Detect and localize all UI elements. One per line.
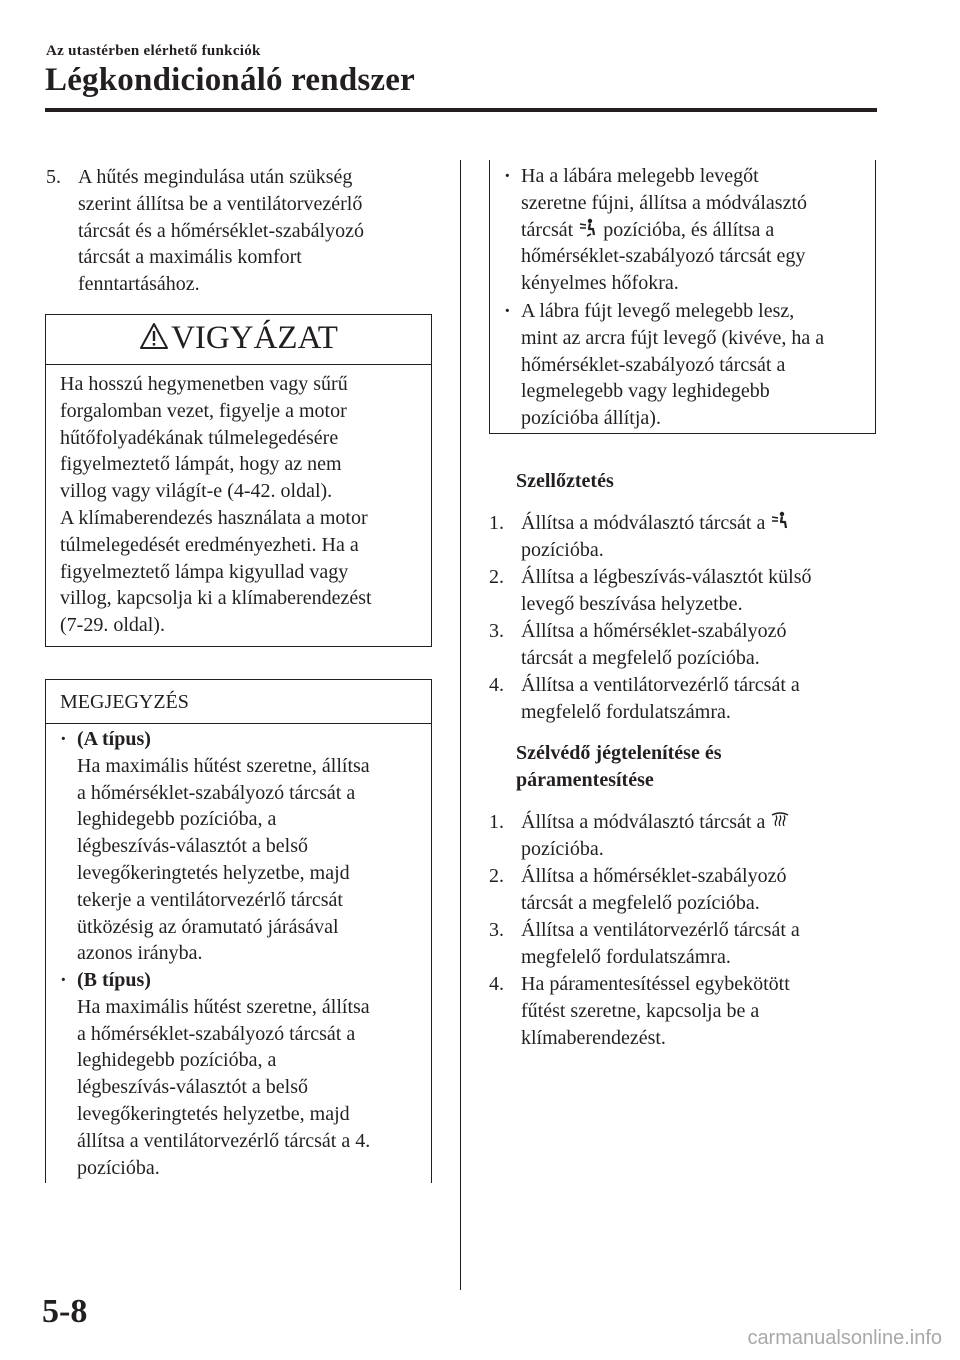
text-line: Állítsa a ventilátorvezérlő tárcsát a: [521, 674, 800, 696]
bullet-dot: ·: [60, 969, 67, 991]
bullet-dot: ·: [60, 728, 67, 750]
warning-triangle-icon: [139, 322, 169, 350]
text-line: pozícióba.: [521, 538, 604, 561]
windshield-defrost-icon: [770, 810, 790, 830]
text-line: tárcsát a maximális komfort: [78, 246, 302, 269]
text-line: kényelmes hőfokra.: [521, 272, 679, 295]
note-bullet-text: [521, 163, 807, 297]
text-line: [521, 510, 790, 537]
text-line: Szélvédő jégtelenítése és: [516, 742, 722, 764]
text-line: hőmérséklet-szabályozó tárcsát egy: [521, 245, 806, 268]
text-line: azonos irányba.: [77, 942, 203, 965]
text-line: pozícióba állítja).: [521, 407, 661, 430]
text-line: légbeszívás-választót a belső: [77, 835, 309, 858]
text-line: figyelmeztető lámpa kigyullad vagy: [60, 560, 349, 583]
text-line: (7-29. oldal).: [60, 614, 165, 637]
warning-title: VIGYÁZAT: [171, 320, 338, 356]
step-number: 1.: [489, 512, 504, 534]
text-line: szerint állítsa be a ventilátorvezérlő: [78, 192, 363, 215]
note-bullet-text: [77, 726, 370, 967]
step-number: 2.: [489, 566, 504, 588]
text-line: hűtőfolyadékának túlmelegedésére: [60, 426, 339, 449]
text-line: fenntartásához.: [78, 273, 200, 296]
text-line: állítsa a ventilátorvezérlő tárcsát a 4.: [77, 1129, 371, 1152]
text-line: Ha páramentesítéssel egybekötött: [521, 973, 790, 995]
ventilation-title: Szellőztetés: [516, 470, 614, 492]
text-line: fűtést szeretne, kapcsolja be a: [521, 999, 760, 1022]
text-line: pozícióba.: [521, 837, 604, 860]
face-vent-mode-icon: [770, 511, 790, 531]
warning-header: [46, 315, 431, 365]
page-title: Légkondicionáló rendszer: [45, 62, 415, 98]
text-line: szeretne fújni, állítsa a módválasztó: [521, 191, 808, 214]
text-line: páramentesítése: [516, 768, 654, 791]
watermark: carmanualsonline.info: [747, 1327, 942, 1349]
text-line: túlmelegedését eredményezheti. Ha a: [60, 533, 359, 556]
note-bullet-text: [77, 967, 370, 1181]
text-line: levegő beszívása helyzetbe.: [521, 592, 743, 615]
step-number: 2.: [489, 865, 504, 887]
step-number: 4.: [489, 973, 504, 995]
step-number: 1.: [489, 811, 504, 833]
note-bullet-text: [521, 298, 824, 432]
text-line: Ha hosszú hegymenetben vagy sűrű: [60, 373, 348, 395]
text-line: ütközésig az óramutató járásával: [77, 915, 339, 938]
text-line: Ha maximális hűtést szeretne, állítsa: [77, 995, 370, 1018]
text-line: levegőkeringtetés helyzetbe, majd: [77, 861, 350, 884]
text-line: Állítsa a hőmérséklet-szabályozó: [521, 865, 787, 887]
text-line: villog vagy világít-e (4-42. oldal).: [60, 480, 333, 503]
text-line: megfelelő fordulatszámra.: [521, 700, 731, 723]
bullet-dot: ·: [504, 165, 511, 187]
step-text: [521, 971, 790, 1051]
step-number: 3.: [489, 620, 504, 642]
text-line: A klímaberendezés használata a motor: [60, 506, 368, 529]
text-line: légbeszívás-választót a belső: [77, 1076, 309, 1099]
text-fragment: Állítsa a módválasztó tárcsát a: [521, 512, 766, 534]
text-line: Állítsa a légbeszívás-választót külső: [521, 566, 812, 588]
text-line: Ha a lábára melegebb levegőt: [521, 165, 759, 187]
note-label: (A típus): [77, 728, 151, 750]
text-line: leghidegebb pozícióba, a: [77, 1049, 277, 1072]
note-box-continued: [489, 160, 876, 434]
step-text: [521, 510, 790, 564]
step-number: 3.: [489, 919, 504, 941]
section-label: Az utastérben elérhető funkciók: [46, 43, 261, 59]
text-line: klímaberendezést.: [521, 1026, 666, 1049]
step-5-text: [78, 164, 364, 298]
step-text: [521, 564, 811, 618]
text-line: tárcsát a megfelelő pozícióba.: [521, 646, 760, 669]
note-box: [45, 679, 432, 1183]
text-line: [521, 809, 790, 836]
text-line: levegőkeringtetés helyzetbe, majd: [77, 1102, 350, 1125]
step-text: [521, 917, 800, 971]
text-line: legmelegebb vagy leghidegebb: [521, 380, 770, 403]
note-header: MEGJEGYZÉS: [46, 680, 431, 724]
text-line: tekerje a ventilátorvezérlő tárcsát: [77, 888, 343, 911]
bullet-dot: ·: [504, 300, 511, 322]
text-fragment: tárcsát: [521, 218, 574, 241]
text-line: a hőmérséklet-szabályozó tárcsát a: [77, 1022, 356, 1045]
step-text: [521, 618, 786, 672]
text-line: tárcsát a megfelelő pozícióba.: [521, 891, 760, 914]
note-label: (B típus): [77, 969, 151, 991]
defrost-title: [516, 740, 721, 794]
text-line: villog, kapcsolja ki a klímaberendezést: [60, 587, 372, 610]
step-text: [521, 863, 786, 917]
text-line: [521, 217, 807, 244]
text-line: A hűtés megindulása után szükség: [78, 166, 353, 188]
step-number: 5.: [46, 166, 61, 188]
text-line: Állítsa a hőmérséklet-szabályozó: [521, 620, 787, 642]
text-line: a hőmérséklet-szabályozó tárcsát a: [77, 781, 356, 804]
header-divider: [45, 108, 877, 112]
page-number: 5-8: [42, 1293, 88, 1330]
warning-body: [60, 371, 372, 639]
warning-box: [45, 314, 432, 647]
text-line: pozícióba.: [77, 1156, 160, 1179]
text-line: figyelmeztető lámpát, hogy az nem: [60, 453, 342, 476]
column-divider: [460, 160, 461, 1290]
text-line: forgalomban vezet, figyelje a motor: [60, 399, 347, 422]
text-line: Ha maximális hűtést szeretne, állítsa: [77, 754, 370, 777]
text-line: A lábra fújt levegő melegebb lesz,: [521, 300, 795, 322]
text-line: leghidegebb pozícióba, a: [77, 808, 277, 831]
step-text: [521, 672, 800, 726]
text-line: mint az arcra fújt levegő (kivéve, ha a: [521, 326, 825, 349]
text-fragment: Állítsa a módválasztó tárcsát a: [521, 811, 766, 833]
text-line: megfelelő fordulatszámra.: [521, 945, 731, 968]
bi-level-mode-icon: [578, 218, 598, 238]
step-number: 4.: [489, 674, 504, 696]
text-line: Állítsa a ventilátorvezérlő tárcsát a: [521, 919, 800, 941]
text-line: tárcsát és a hőmérséklet-szabályozó: [78, 219, 364, 242]
step-text: [521, 809, 790, 863]
text-fragment: pozícióba, és állítsa a: [603, 218, 775, 241]
text-line: hőmérséklet-szabályozó tárcsát a: [521, 353, 786, 376]
